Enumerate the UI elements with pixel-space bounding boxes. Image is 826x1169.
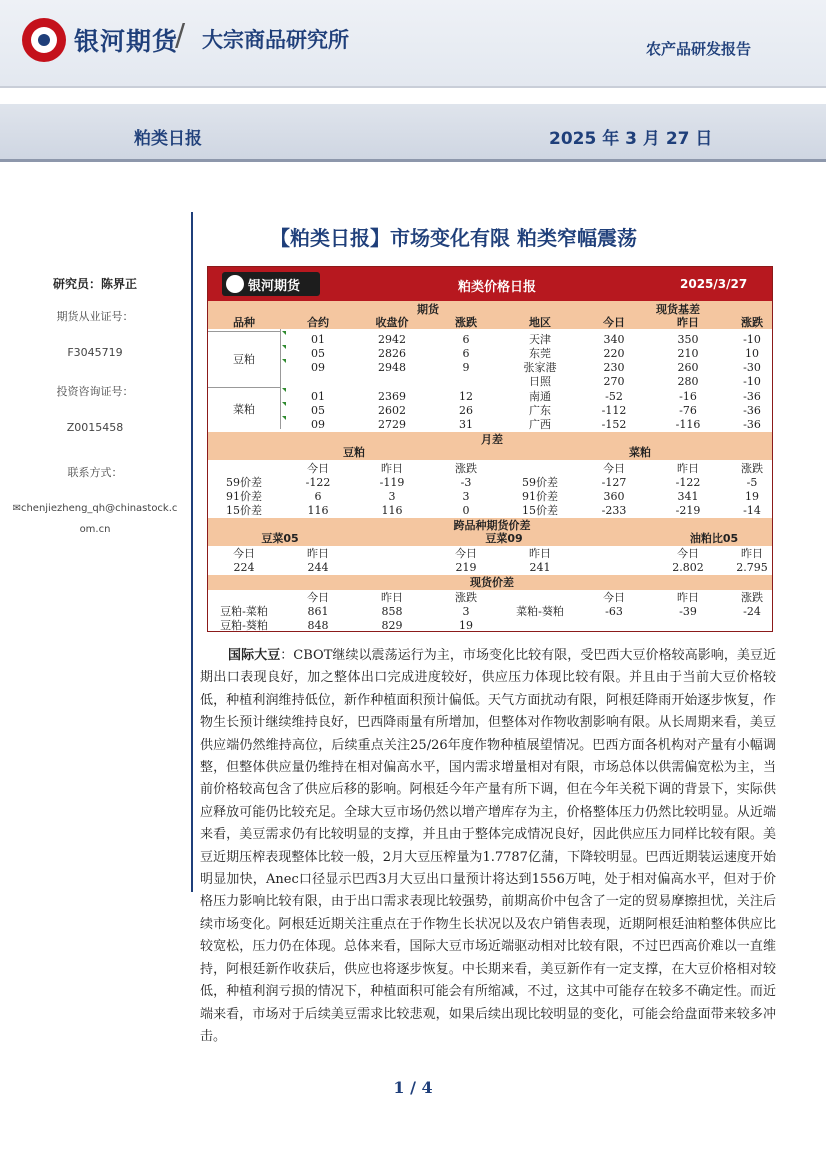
- spread-today: -127: [601, 476, 627, 489]
- col-change: 涨跌: [455, 591, 477, 604]
- spread-yest: 3: [388, 490, 396, 503]
- close-cell: 2826: [378, 347, 406, 360]
- basis-today-cell: -112: [601, 404, 627, 417]
- col-yesterday: 昨日: [307, 547, 329, 560]
- galaxy-logo-icon: [22, 18, 66, 62]
- spot-name: 豆粕-菜粕: [220, 605, 268, 618]
- spread-name: 15价差: [522, 504, 558, 517]
- spread-yest: -119: [379, 476, 405, 489]
- spot-name: 豆粕-葵粕: [220, 619, 268, 632]
- close-cell: 2729: [378, 418, 406, 431]
- basis-change-cell: -36: [743, 418, 761, 431]
- email-link[interactable]: ✉chenjiezheng_qh@chinastock.c: [12, 503, 178, 514]
- spot-today: -63: [605, 605, 623, 618]
- col-today: 今日: [603, 591, 625, 604]
- region-cell: 广东: [529, 404, 551, 417]
- spread-change: 19: [745, 490, 759, 503]
- cross-b-label: 豆菜09: [485, 532, 523, 545]
- contract-cell: 09: [311, 418, 325, 431]
- table-logo: 银河期货: [222, 272, 320, 296]
- col-yesterday: 昨日: [529, 547, 551, 560]
- cross-value: 224: [233, 561, 255, 574]
- cross-c-label: 油粕比05: [689, 532, 739, 545]
- basis-yest-cell: -16: [679, 390, 697, 403]
- change-cell: 9: [462, 361, 470, 374]
- col-today: 今日: [233, 547, 255, 560]
- col-change: 涨跌: [455, 462, 477, 475]
- header-divider: /: [175, 18, 186, 53]
- col-yesterday: 昨日: [381, 591, 403, 604]
- table-date: 2025/3/27: [680, 277, 748, 291]
- close-cell: 2369: [378, 390, 406, 403]
- spread-today: 6: [314, 490, 322, 503]
- spot-today: 861: [307, 605, 329, 618]
- spread-name: 91价差: [522, 490, 558, 503]
- researcher-name: 研究员：陈界正: [52, 277, 137, 291]
- basis-yest-cell: 350: [677, 333, 699, 346]
- cross-value: 2.795: [736, 561, 768, 574]
- analysis-paragraph: [200, 645, 776, 1048]
- contract-cell: 09: [311, 361, 325, 374]
- cross-value: 241: [529, 561, 551, 574]
- cross-value: 244: [307, 561, 329, 574]
- basis-label: 现货基差: [656, 303, 700, 316]
- basis-today-cell: 270: [603, 375, 625, 388]
- col-yesterday: 昨日: [741, 547, 763, 560]
- spread-rapemeal-label: 菜粕: [629, 446, 651, 459]
- spread-label: 月差: [481, 433, 503, 446]
- variety-soymeal: 豆粕: [233, 353, 255, 366]
- contract-cell: 01: [311, 333, 325, 346]
- col-today: 今日: [603, 316, 625, 329]
- spot-label: 现货价差: [470, 576, 514, 589]
- sidebar-divider: [191, 212, 193, 892]
- change-cell: 31: [459, 418, 473, 431]
- cross-value: 219: [455, 561, 477, 574]
- contact-label: 联系方式：: [67, 466, 123, 479]
- basis-change-cell: -36: [743, 404, 761, 417]
- basis-yest-cell: 210: [677, 347, 699, 360]
- spread-change: 0: [462, 504, 470, 517]
- region-cell: 张家港: [523, 361, 557, 374]
- variety-rapemeal: 菜粕: [233, 403, 255, 416]
- spot-change: 3: [462, 605, 470, 618]
- license-number: F3045719: [67, 346, 123, 359]
- col-yesterday: 昨日: [381, 462, 403, 475]
- basis-yest-cell: -116: [675, 418, 701, 431]
- basis-today-cell: 230: [603, 361, 625, 374]
- col-yesterday: 昨日: [677, 462, 699, 475]
- spot-today: 848: [307, 619, 329, 632]
- analysis-text: ：CBOT继续以震荡运行为主，市场变化比较有限，受巴西大豆价格较高影响，美豆近期出口表现良好，加之整体出口完成进度较好，供应压力体现比较有限。并且由于当前大豆价格较低，种植利润维持低位，新作种植面积预计偏低。天气方面扰动有限，阿根廷降雨开始逐步恢复，作物生长预计继续维持良好，巴西降雨量有所增加，但整体对作物收割影响有限。从长周期来看，美豆供应端仍然维持高位，后续重点关注25/26年度作物种植展望情况。巴西方面各机构对产量有小幅调整，但整体供应量仍维持在相对偏高水平，国内需求增量相对有限，市场总体以供需偏宽松为主，当前价格较高包含了供应后移的影响。阿根廷今年产量有所下调，但在今年关税下调的背景下，实际供应释放可能仍比较充足。全球大豆市场仍然以增产增库存为主，价格整体压力仍然比较明显。从近端来看，美豆需求仍有比较明显的支撑，并且由于整体完成情况良好，因此供应压力同样比较有限。美豆近期压榨表现整体比较一般，2月大豆压榨量为1.7787亿蒲，下降较明显。巴西近期装运速度开始明显加快，Anec口径显示巴西3月大豆出口量预计将达到1556万吨，处于相对偏高水平，但对于价格压力影响比较有限，由于出口需求表现比较强势，前期高价中包含了一定的贸易摩擦担忧，关注后续市场变化。阿根廷近期关注重点在于作物生长状况以及农户销售表现，近期阿根廷油粕整体供应比较宽松，压力仍在体现。总体来看，国际大豆市场近端驱动相对比较有限，不过巴西高价难以一直维持，阿根廷新作收获后，供应也将逐步恢复。中长期来看，美豆新作有一定支撑，在大豆价格相对较低，种植利润亏损的情况下，种植面积可能会有所缩减，不过，这其中可能存在较多不确定性。而近端来看，市场对于后续美豆需求比较悲观，如果后续出现比较明显的变化，可能会给盘面带来较多冲击。: [200, 648, 776, 1044]
- col-yesterday: 昨日: [677, 316, 699, 329]
- region-cell: 天津: [529, 333, 551, 346]
- email-link-cont[interactable]: om.cn: [79, 524, 111, 535]
- col-today: 今日: [455, 547, 477, 560]
- col-today: 今日: [677, 547, 699, 560]
- spread-change: -5: [746, 476, 758, 489]
- spread-change: 3: [462, 490, 470, 503]
- basis-today-cell: 340: [603, 333, 625, 346]
- spot-yest: 829: [381, 619, 403, 632]
- cross-value: 2.802: [672, 561, 704, 574]
- change-cell: 6: [462, 333, 470, 346]
- spread-yest: 341: [677, 490, 699, 503]
- col-change: 涨跌: [741, 462, 763, 475]
- table-title: 粕类价格日报: [458, 280, 537, 295]
- col-region: 地区: [529, 316, 551, 329]
- col-today: 今日: [307, 591, 329, 604]
- region-cell: 东莞: [529, 347, 551, 360]
- spread-yest: -219: [675, 504, 701, 517]
- spot-change: -24: [743, 605, 761, 618]
- col-contract: 合约: [307, 316, 329, 329]
- basis-today-cell: -152: [601, 418, 627, 431]
- spread-yest: -122: [675, 476, 701, 489]
- basis-yest-cell: 280: [677, 375, 699, 388]
- spread-today: -122: [305, 476, 331, 489]
- consult-label: 投资咨询证号：: [56, 385, 134, 398]
- spread-soymeal-label: 豆粕: [343, 446, 365, 459]
- spread-name: 59价差: [226, 476, 262, 489]
- price-table: [207, 266, 773, 632]
- change-cell: 26: [459, 404, 473, 417]
- close-cell: 2602: [378, 404, 406, 417]
- region-cell: 广西: [529, 418, 551, 431]
- spread-yest: 116: [381, 504, 403, 517]
- contract-cell: 05: [311, 347, 325, 360]
- change-cell: 12: [459, 390, 473, 403]
- basis-change-cell: -10: [743, 375, 761, 388]
- col-change: 涨跌: [741, 591, 763, 604]
- page-number: 1 / 4: [393, 1078, 433, 1097]
- report-date: 2025 年 3 月 27 日: [549, 129, 713, 149]
- basis-yest-cell: -76: [679, 404, 697, 417]
- col-today: 今日: [603, 462, 625, 475]
- col-yesterday: 昨日: [677, 591, 699, 604]
- basis-change-cell: -30: [743, 361, 761, 374]
- consult-number: Z0015458: [66, 421, 124, 434]
- basis-change-cell: -36: [743, 390, 761, 403]
- spread-change: -3: [460, 476, 472, 489]
- spread-today: 360: [603, 490, 625, 503]
- spread-change: -14: [743, 504, 761, 517]
- analysis-lead: 国际大豆: [228, 648, 281, 663]
- change-cell: 6: [462, 347, 470, 360]
- spread-today: -233: [601, 504, 627, 517]
- col-change: 涨跌: [455, 316, 477, 329]
- region-cell: 南通: [529, 390, 551, 403]
- spot-yest: -39: [679, 605, 697, 618]
- basis-change-cell: 10: [745, 347, 759, 360]
- spot-change: 19: [459, 619, 473, 632]
- futures-label: 期货: [417, 303, 439, 316]
- basis-today-cell: -52: [605, 390, 623, 403]
- region-cell: 日照: [529, 375, 551, 388]
- table-header: [208, 267, 772, 301]
- close-cell: 2948: [378, 361, 406, 374]
- spread-today: 116: [307, 504, 329, 517]
- col-variety: 品种: [233, 316, 255, 329]
- page-title: 【粕类日报】市场变化有限 粕类窄幅震荡: [270, 226, 637, 250]
- cross-a-label: 豆菜05: [261, 532, 299, 545]
- cross-label: 跨品种期货价差: [453, 519, 531, 532]
- license-label: 期货从业证号：: [56, 310, 134, 323]
- spread-name: 91价差: [226, 490, 262, 503]
- basis-today-cell: 220: [603, 347, 625, 360]
- close-cell: 2942: [378, 333, 406, 346]
- brand-name: 银河期货: [74, 27, 179, 56]
- spread-name: 59价差: [522, 476, 558, 489]
- report-subtitle: 粕类日报: [134, 129, 202, 149]
- col-today: 今日: [307, 462, 329, 475]
- institute-name: 大宗商品研究所: [202, 28, 349, 52]
- contract-cell: 01: [311, 390, 325, 403]
- basis-change-cell: -10: [743, 333, 761, 346]
- spot-yest: 858: [381, 605, 403, 618]
- basis-yest-cell: 260: [677, 361, 699, 374]
- col-basis-change: 涨跌: [741, 316, 763, 329]
- spread-name: 15价差: [226, 504, 262, 517]
- contract-cell: 05: [311, 404, 325, 417]
- spot-name: 菜粕-葵粕: [516, 605, 564, 618]
- col-close: 收盘价: [375, 316, 409, 329]
- report-type: 农产品研发报告: [646, 40, 752, 58]
